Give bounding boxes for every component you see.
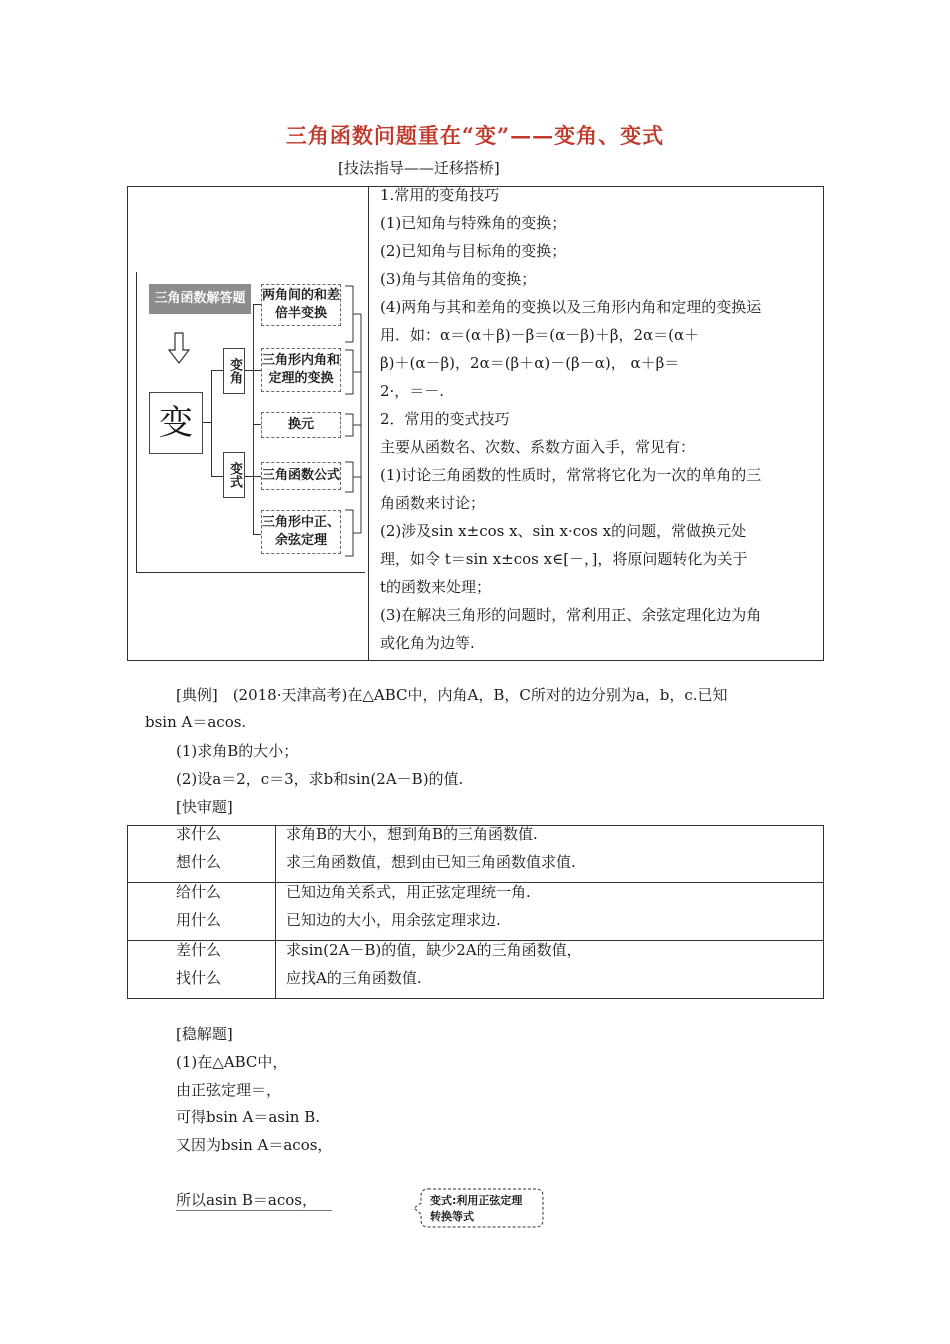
technique-line: (1)讨论三角函数的性质时，常常将它化为一次的单角的三 xyxy=(380,466,762,484)
diagram-item-sum-diff: 两角间的和差倍半变换 xyxy=(261,284,341,326)
technique-line: 用．如：α＝(α＋β)－β＝(α－β)＋β，2α＝(α＋ xyxy=(380,326,700,344)
diagram-item-triangle-sum: 三角形内角和定理的变换 xyxy=(261,348,341,392)
table-border-left xyxy=(127,186,128,661)
table-cell-left: 找什么 xyxy=(176,969,222,987)
technique-line: 或化角为边等. xyxy=(380,634,475,652)
technique-line: t的函数来处理； xyxy=(380,578,492,596)
table-cell-right: 求sin(2A－B)的值，缺少2A的三角函数值， xyxy=(286,941,582,959)
table-divider xyxy=(368,186,369,661)
table-cell-left: 用什么 xyxy=(176,911,222,929)
technique-line: 1.常用的变角技巧 xyxy=(380,186,500,204)
page-title: 三角函数问题重在“变”——变角、变式 xyxy=(285,123,665,148)
table-cell-right: 求三角函数值，想到由已知三角函数值求值. xyxy=(286,853,576,871)
table-cell-left: 给什么 xyxy=(176,883,222,901)
quick-review-label: [快审题] xyxy=(176,798,233,816)
diagram-item-substitution: 换元 xyxy=(261,412,341,438)
technique-line: (4)两角与其和差角的变换以及三角形内角和定理的变换运 xyxy=(380,298,762,316)
bracket-icon xyxy=(343,282,365,562)
technique-line: 2．常用的变式技巧 xyxy=(380,410,510,428)
table-cell-right: 已知边角关系式，用正弦定理统一角. xyxy=(286,883,531,901)
table-cell-left: 差什么 xyxy=(176,941,222,959)
technique-line: (3)在解决三角形的问题时，常利用正、余弦定理化边为角 xyxy=(380,606,762,624)
table-border-bottom xyxy=(127,660,824,661)
technique-line: 理，如令 t＝sin x±cos x∈[－，]，将原问题转化为关于 xyxy=(380,550,748,568)
table-cell-right: 应找A的三角函数值. xyxy=(286,969,422,987)
callout-line: 变式:利用正弦定理 xyxy=(430,1194,523,1207)
solution-line: 可得bsin A＝asin B. xyxy=(176,1108,321,1126)
section-subtitle: [技法指导——迁移搭桥] xyxy=(338,159,500,177)
table-cell-right: 求角B的大小，想到角B的三角函数值. xyxy=(286,825,538,843)
technique-line: (2)已知角与目标角的变换； xyxy=(380,242,567,260)
solution-line: 又因为bsin A＝acos， xyxy=(176,1136,333,1154)
solution-line: 所以asin B＝acos， xyxy=(176,1191,317,1209)
example-line-1: [典例] (2018·天津高考)在△ABC中，内角A，B，C所对的边分别为a，b，c.已知 xyxy=(176,686,728,704)
table-cell-left: 求什么 xyxy=(176,825,222,843)
method-diagram xyxy=(136,272,365,573)
diagram-center: 变 xyxy=(149,392,203,454)
diagram-header: 三角函数解答题 xyxy=(149,284,251,314)
diagram-item-sine-cosine-law: 三角形中正、余弦定理 xyxy=(261,510,341,554)
technique-line: β)＋(α－β)，2α＝(β＋α)－(β－α)， α＋β＝ xyxy=(380,354,680,372)
solution-underline xyxy=(176,1210,332,1211)
solution-line: (1)在△ABC中， xyxy=(176,1053,288,1071)
technique-line: 角函数来讨论； xyxy=(380,494,486,512)
diagram-item-trig-formula: 三角函数公式 xyxy=(261,462,341,490)
branch-angle: 变角 xyxy=(223,348,245,394)
technique-line: (2)涉及sin x±cos x、sin x·cos x的问题，常做换元处 xyxy=(380,522,747,540)
callout-line: 转换等式 xyxy=(430,1210,474,1223)
table-border-right xyxy=(823,186,824,661)
techniques-panel xyxy=(380,181,820,657)
technique-line: (3)角与其倍角的变换； xyxy=(380,270,537,288)
solution-label: [稳解题] xyxy=(176,1025,233,1043)
example-question-1: (1)求角B的大小； xyxy=(176,742,299,760)
branch-formula: 变式 xyxy=(223,452,245,498)
solution-line: 由正弦定理＝， xyxy=(176,1081,282,1099)
example-question-2: (2)设a＝2，c＝3，求b和sin(2A－B)的值. xyxy=(176,770,464,788)
technique-line: 2·，＝－. xyxy=(380,382,445,400)
table-cell-right: 已知边的大小，用余弦定理求边. xyxy=(286,911,501,929)
arrow-down-icon xyxy=(167,332,191,364)
table-cell-left: 想什么 xyxy=(176,853,222,871)
example-line-2: bsin A＝acos. xyxy=(145,713,247,731)
technique-line: (1)已知角与特殊角的变换； xyxy=(380,214,567,232)
technique-line: 主要从函数名、次数、系数方面入手，常见有： xyxy=(380,438,696,456)
